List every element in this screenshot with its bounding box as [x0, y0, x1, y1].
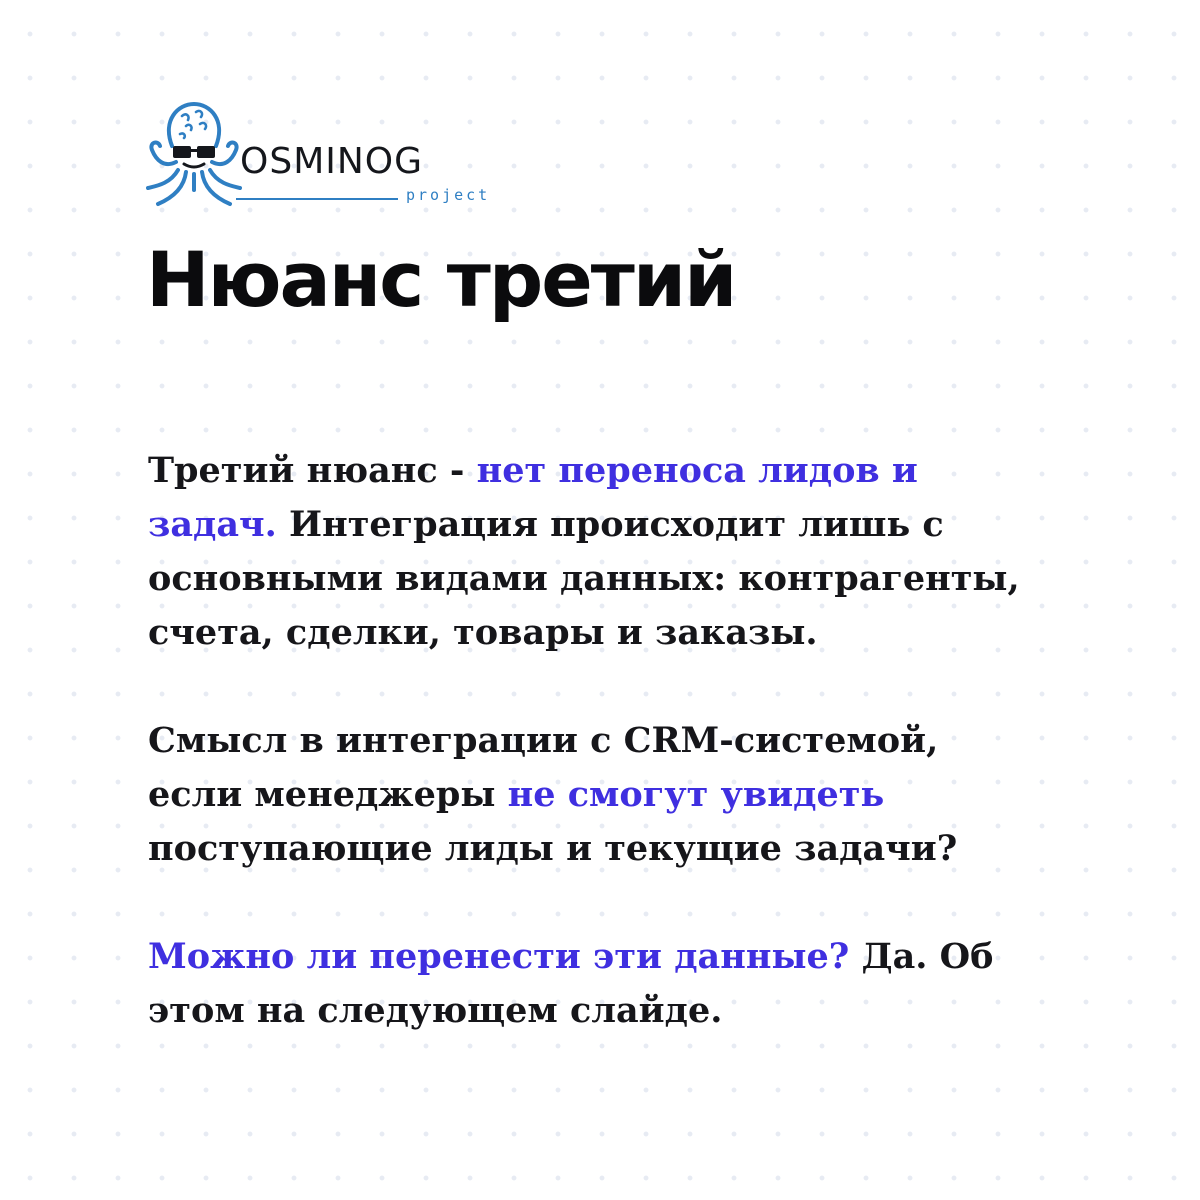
- paragraph-1: [148, 444, 1028, 660]
- paragraph-2-text-end: поступающие лиды и текущие задачи?: [148, 828, 958, 869]
- paragraph-1-text-end: Интеграция происходит лишь с основными видами данных: контрагенты, счета, сделки, товары и заказы.: [148, 504, 1020, 653]
- brand-logo: [146, 100, 491, 208]
- paragraph-2-text: Смысл в интеграции с CRM-системой, если менеджеры: [148, 720, 939, 815]
- paragraph-2-highlight: не смогут увидеть: [507, 774, 885, 815]
- paragraph-3: [148, 930, 1028, 1038]
- paragraph-1-highlight: нет переноса лидов и задач.: [148, 450, 918, 545]
- page-title: Нюанс третий: [146, 235, 736, 324]
- paragraph-2: [148, 714, 1028, 876]
- octopus-icon: [146, 100, 242, 208]
- logo-name: OSMINOG: [240, 141, 424, 182]
- paragraph-3-highlight: Можно ли перенести эти данные?: [148, 936, 850, 977]
- paragraph-3-text-end: Да. Об этом на следующем слайде.: [148, 936, 994, 1031]
- logo-subtitle: project: [406, 186, 491, 204]
- paragraph-1-text: Третий нюанс -: [148, 450, 477, 491]
- slide-body: [148, 444, 1028, 1038]
